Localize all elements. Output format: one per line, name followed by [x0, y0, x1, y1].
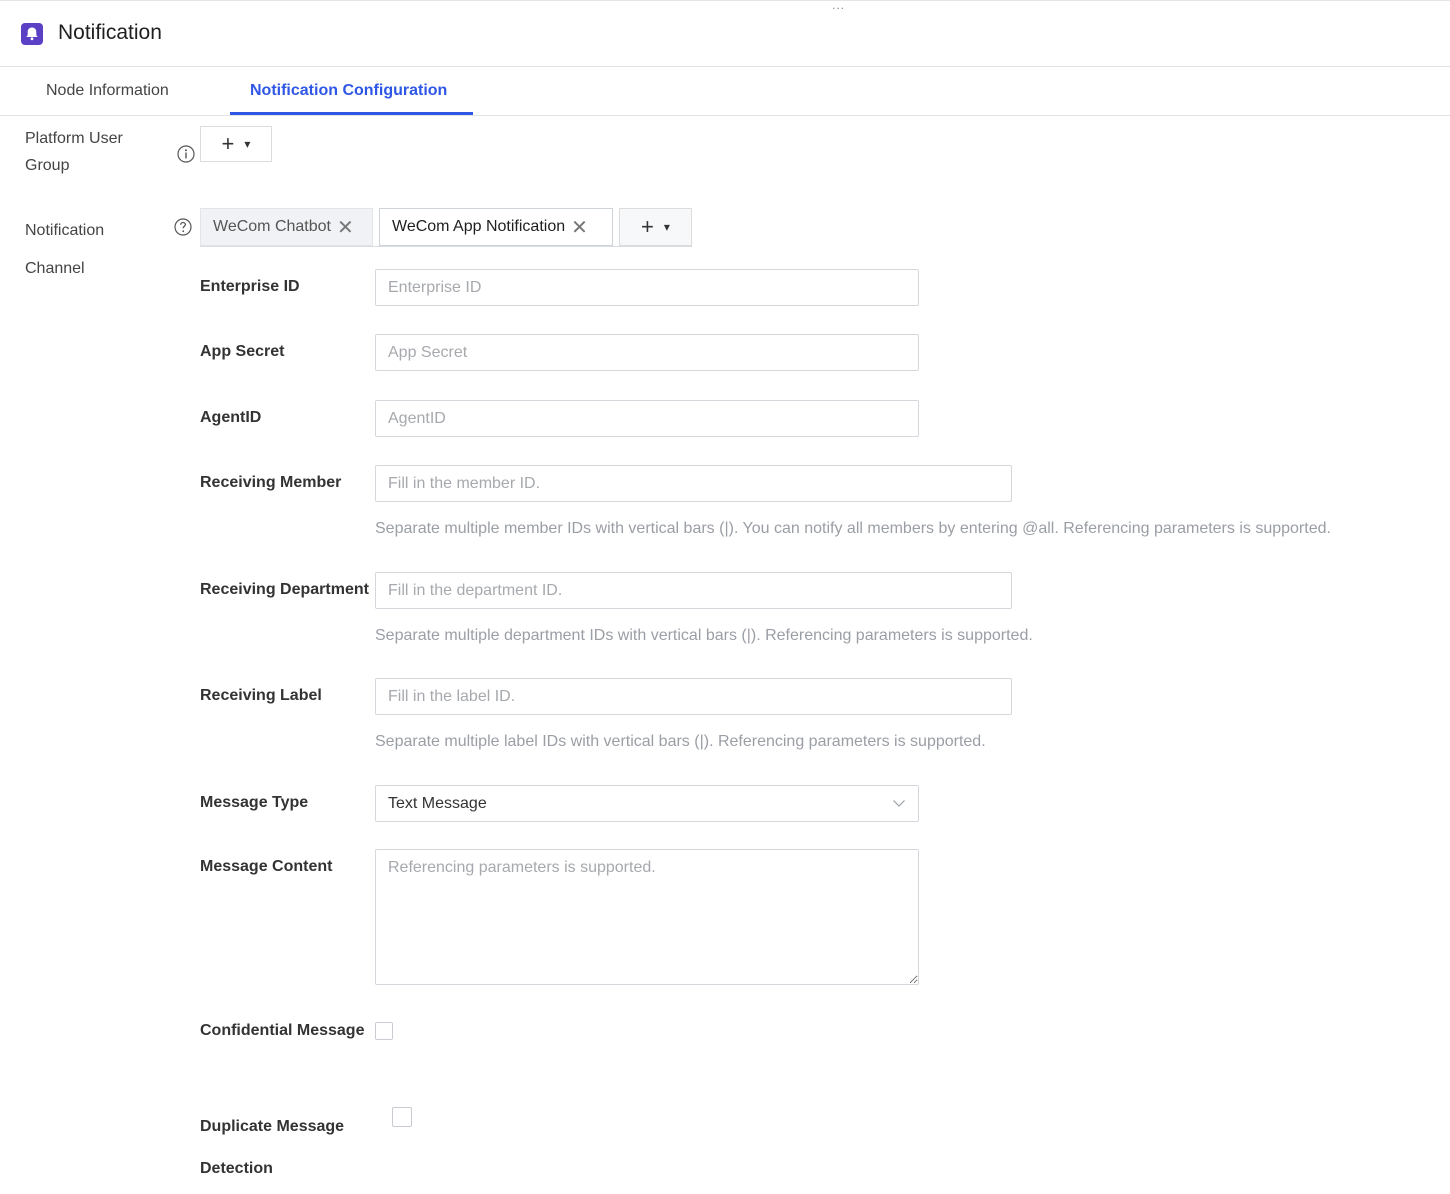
caret-down-icon: ▾	[244, 137, 251, 151]
channel-tabs-divider	[200, 246, 692, 247]
duplicate-message-detection-checkbox[interactable]	[392, 1107, 412, 1127]
confidential-message-checkbox[interactable]	[375, 1022, 393, 1040]
duplicate-message-detection-label: Duplicate Message Detection	[200, 1118, 345, 1177]
info-icon[interactable]	[177, 145, 195, 163]
add-channel-button[interactable]	[619, 208, 692, 246]
caret-down-icon: ▾	[663, 220, 670, 234]
receiving-department-hint: Separate multiple department IDs with vertical bars (|). Referencing parameters is supported.	[375, 627, 1033, 644]
close-icon[interactable]: ✕	[336, 216, 354, 239]
tab-node-information[interactable]: Node Information	[46, 82, 169, 99]
app-secret-input[interactable]	[375, 334, 919, 371]
agent-id-label: AgentID	[200, 409, 262, 426]
notification-channel-label: Notification Channel	[25, 222, 105, 277]
message-type-value: Text Message	[388, 794, 487, 812]
close-icon[interactable]: ✕	[571, 216, 588, 239]
tab-notification-configuration[interactable]: Notification Configuration	[250, 82, 448, 99]
receiving-member-label: Receiving Member	[200, 474, 342, 491]
platform-user-group-label: Platform User Group	[25, 130, 123, 174]
receiving-label-input[interactable]	[375, 678, 1012, 715]
receiving-label-hint: Separate multiple label IDs with vertical bars (|). Referencing parameters is supported.	[375, 733, 986, 750]
active-tab-indicator	[230, 112, 473, 115]
confidential-message-label: Confidential Message	[200, 1022, 365, 1039]
message-type-select[interactable]	[375, 785, 919, 822]
receiving-member-input[interactable]	[375, 465, 1012, 502]
enterprise-id-label: Enterprise ID	[200, 278, 300, 295]
plus-icon: +	[221, 131, 235, 156]
message-type-label: Message Type	[200, 794, 309, 811]
enterprise-id-input[interactable]	[375, 269, 919, 306]
bell-icon	[20, 22, 44, 46]
chevron-down-icon	[892, 796, 906, 810]
help-icon[interactable]	[174, 218, 192, 236]
receiving-department-label: Receiving Department	[200, 581, 369, 598]
agent-id-input[interactable]	[375, 400, 919, 437]
add-user-group-button[interactable]	[200, 126, 272, 162]
message-content-textarea[interactable]	[375, 849, 919, 985]
message-content-label: Message Content	[200, 858, 333, 875]
receiving-department-input[interactable]	[375, 572, 1012, 609]
plus-icon: +	[641, 214, 654, 239]
page-title: Notification	[58, 21, 162, 44]
panel-header	[0, 0, 1450, 67]
receiving-member-hint: Separate multiple member IDs with vertical bars (|). You can notify all members by entering @all. Referencing parameters is supported.	[375, 520, 1331, 537]
app-secret-label: App Secret	[200, 343, 285, 360]
drag-handle[interactable]: ...	[832, 0, 846, 12]
tab-bar	[0, 67, 1450, 116]
channel-tab-wecom-app-notification[interactable]: WeCom App Notification ✕	[379, 208, 613, 246]
receiving-label-label: Receiving Label	[200, 687, 322, 704]
channel-tab-wecom-chatbot[interactable]: WeCom Chatbot ✕	[200, 208, 373, 246]
